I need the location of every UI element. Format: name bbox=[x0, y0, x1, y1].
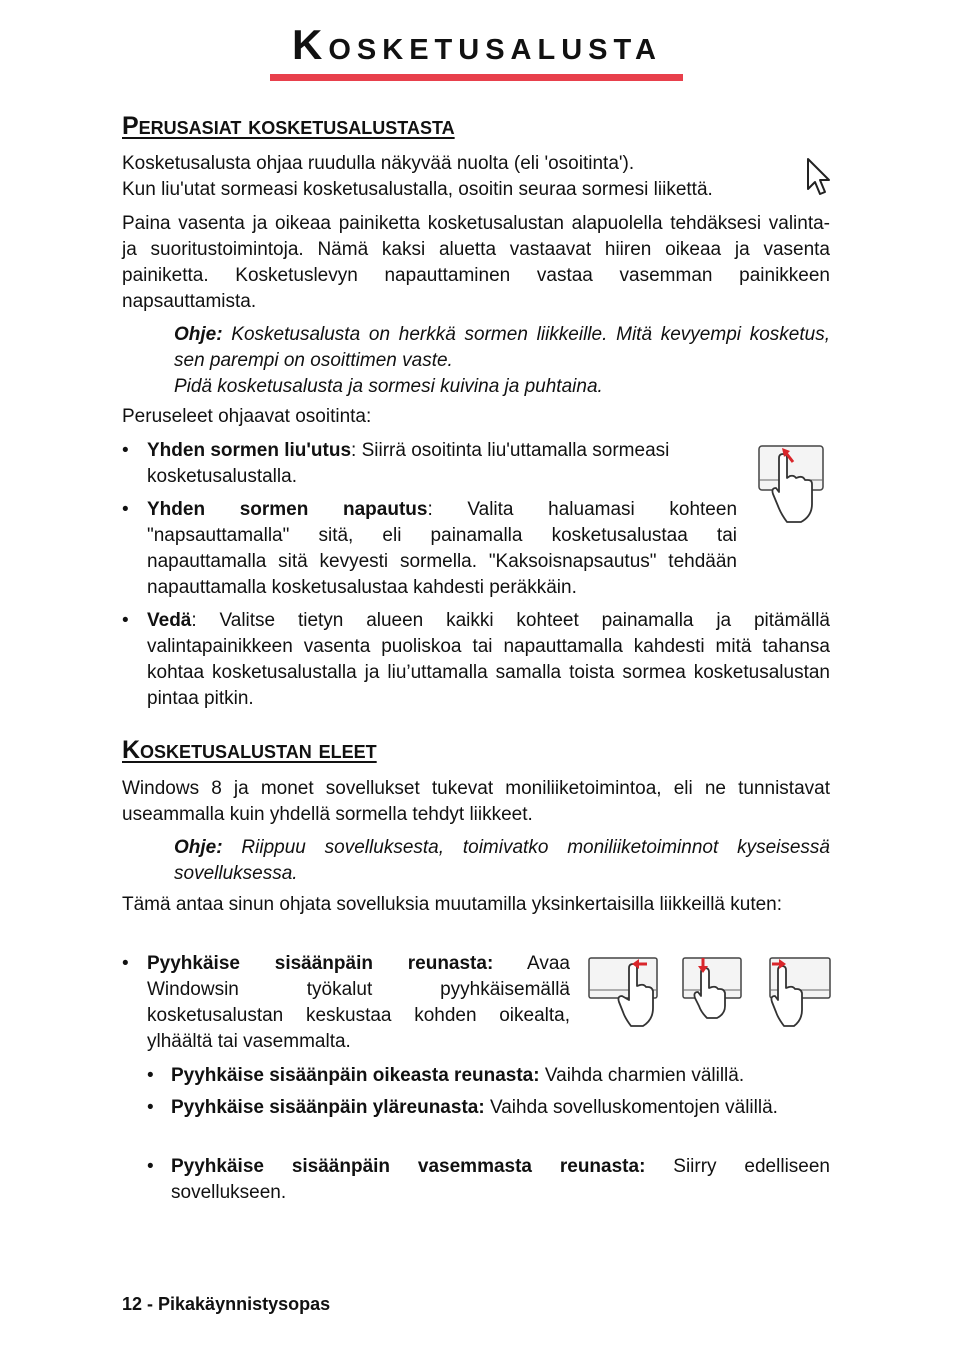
bullet-dot: • bbox=[122, 440, 129, 461]
sub-bullet-left-edge bbox=[171, 1154, 830, 1206]
bullet-term: Pyyhkäise sisäänpäin yläreunasta: bbox=[171, 1097, 485, 1118]
bullet-term: Vedä bbox=[147, 610, 192, 631]
title-rule bbox=[270, 74, 683, 81]
swipe-from-top-icon bbox=[681, 956, 743, 1022]
bullet-term: Yhden sormen napautus bbox=[147, 499, 428, 520]
bullet-one-finger-tap bbox=[147, 497, 830, 601]
note-label: Ohje: bbox=[174, 837, 223, 858]
bullet-dot: • bbox=[122, 953, 129, 974]
bullet-term: Pyyhkäise sisäänpäin reunasta: bbox=[147, 953, 494, 974]
paragraph-buttons: Paina vasenta ja oikeaa painiketta kosketusalustan alapuolella tehdäksesi valinta- ja suoritustoimintoja. Nämä kaksi aluetta vastaavat hiiren oikeaa ja vasenta painiketta. Kosketuslevyn napauttaminen vastaa vasemman painikkeen napsauttamista. bbox=[122, 213, 830, 312]
note-app-dependent bbox=[174, 835, 830, 887]
bullet-text: Vaihda sovelluskomentojen välillä. bbox=[484, 1097, 778, 1118]
page-footer: 12 - Pikakäynnistysopas bbox=[122, 1294, 331, 1314]
note-label: Ohje: bbox=[174, 324, 223, 345]
bullet-term: Pyyhkäise sisäänpäin oikeasta reunasta: bbox=[171, 1065, 540, 1086]
bullet-dot: • bbox=[147, 1097, 154, 1118]
section-heading-basics: Perusasiat kosketusalustasta bbox=[122, 112, 455, 140]
bullet-dot: • bbox=[122, 610, 129, 631]
paragraph-multitouch: Windows 8 ja monet sovellukset tukevat moniliiketoimintoa, eli ne tunnistavat useammalla kuin yhdellä sormella tehdyt liikkeet. bbox=[122, 778, 830, 825]
bullet-text: : Valita haluamasi kohteen "napsauttamalla" sitä, eli painamalla kosketusalustaa tai napauttamalla sitä kevyesti sormella. "Kaksoisnapsautus" tehdään napauttamalla kosketusalustaa kahdesti peräkkäin. bbox=[147, 499, 738, 598]
section-heading-gestures: Kosketusalustan eleet bbox=[122, 736, 377, 764]
intro-paragraph bbox=[122, 151, 802, 203]
page-title: Kosketusalusta bbox=[292, 21, 662, 68]
bullet-text: : Valitse tietyn alueen kaikki kohteet painamalla ja pitämällä valintapainikkeen vasenta puoliskoa tai napauttamalla kahdesti mitä tahansa kohtaa kosketusalustalla ja liu’uttamalla samalla toista sormea kosketusalustan pintaa pitkin. bbox=[147, 610, 830, 709]
bullet-text: Siirry edelliseen sovellukseen. bbox=[171, 1156, 830, 1203]
paragraph-gestures-intro: Tämä antaa sinun ohjata sovelluksia muutamilla yksinkertaisilla liikkeillä kuten: bbox=[122, 894, 783, 915]
bullet-dot: • bbox=[147, 1156, 154, 1177]
bullet-text: Vaihda charmien välillä. bbox=[539, 1065, 745, 1086]
swipe-from-right-icon bbox=[587, 956, 659, 1030]
intro-line-1: Kosketusalusta ohjaa ruudulla näkyvää nuolta (eli 'osoitinta'). bbox=[122, 153, 635, 174]
mouse-pointer-icon bbox=[806, 157, 832, 199]
lead-paragraph: Peruseleet ohjaavat osoitinta: bbox=[122, 406, 372, 427]
bullet-text: : Siirrä osoitinta liu'uttamalla sormeasi kosketusalustalla. bbox=[147, 440, 670, 487]
intro-line-2: Kun liu'utat sormeasi kosketusalustalla, osoitin seuraa sormesi liikettä. bbox=[122, 179, 713, 200]
bullet-one-finger-slide bbox=[147, 438, 737, 490]
bullet-dot: • bbox=[147, 1065, 154, 1086]
bullet-dot: • bbox=[122, 499, 129, 520]
swipe-from-left-icon bbox=[768, 956, 832, 1030]
bullet-term: Pyyhkäise sisäänpäin vasemmasta reunasta: bbox=[171, 1156, 646, 1177]
note-text: Riippuu sovelluksesta, toimivatko moniliiketoiminnot kyseisessä sovelluksessa. bbox=[174, 837, 830, 884]
bullet-text: Avaa Windowsin työkalut pyyhkäisemällä kosketusalustan keskustaa kohden oikealta, ylhäältä tai vasemmalta. bbox=[147, 953, 570, 1052]
sub-bullet-right-edge bbox=[171, 1063, 830, 1089]
bullet-swipe-edge bbox=[147, 951, 570, 1055]
note-sensitivity bbox=[174, 322, 830, 400]
note-text: Kosketusalusta on herkkä sormen liikkeille. Mitä kevyempi kosketus, sen parempi on osoittimen vaste. bbox=[174, 324, 830, 371]
bullet-term: Yhden sormen liu'utus bbox=[147, 440, 352, 461]
bullet-drag bbox=[147, 608, 830, 712]
sub-bullet-top-edge bbox=[171, 1095, 830, 1121]
note-text-2: Pidä kosketusalusta ja sormesi kuivina ja puhtaina. bbox=[174, 376, 603, 397]
